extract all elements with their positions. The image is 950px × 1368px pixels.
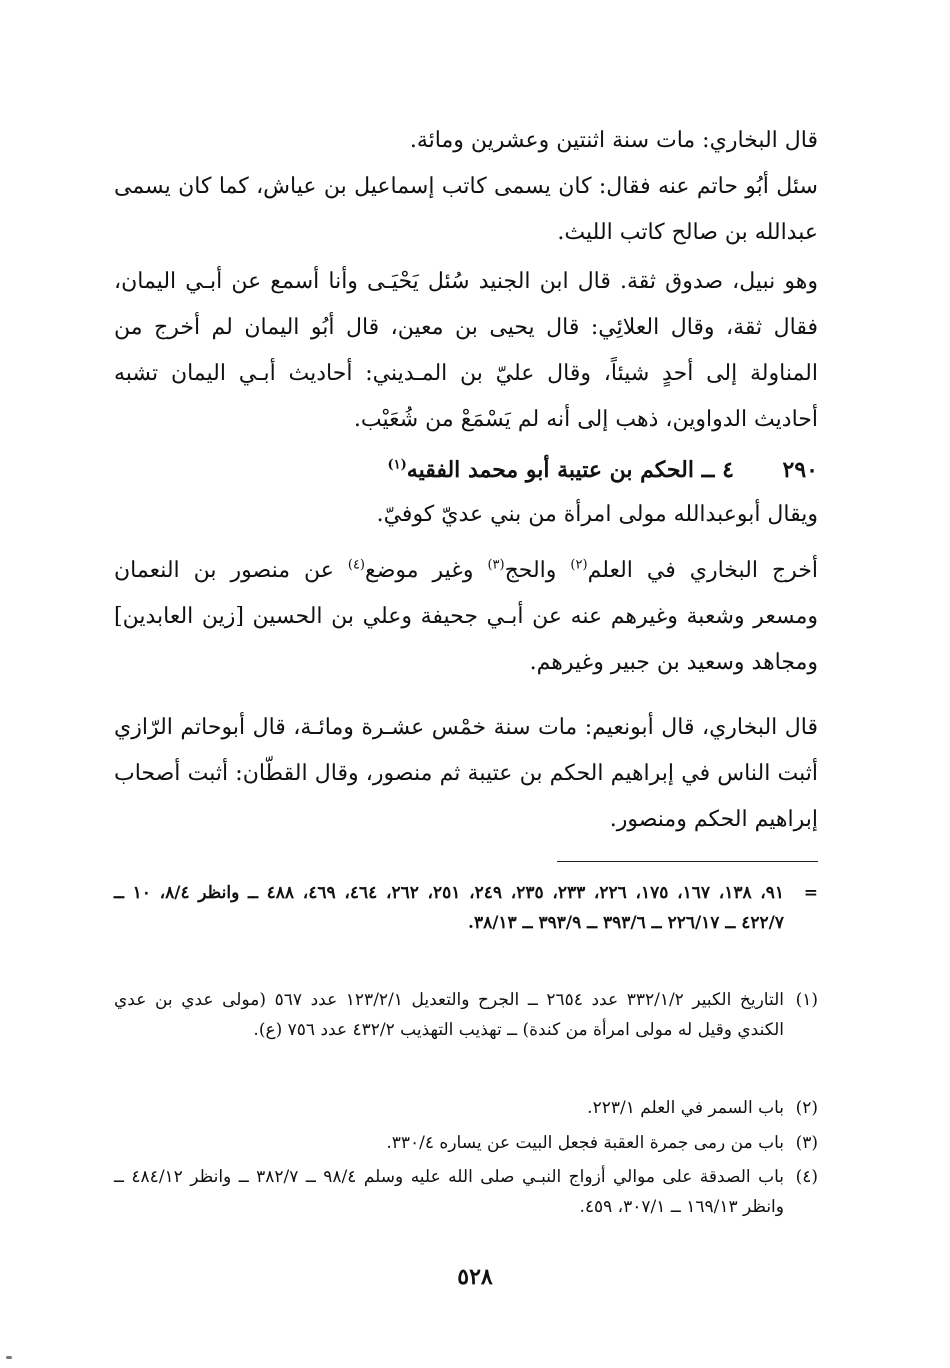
- text-run: وغير موضع: [365, 558, 488, 583]
- text-run: عن منصور بن النعمان ومسعر وشعبة وغيرهم عنه عن أبـي جحيفة وعلي بن الحسين [زين العابدين] ومجاهد وسعيد بن جبير وغيرهم.: [114, 558, 818, 675]
- footnote-item: [114, 1128, 818, 1158]
- paragraph-text: قال البخاري، قال أبونعيم: مات سنة خمْس عشـرة ومائـة، قال أبوحاتم الرّازي أثبت الناس في إبراهيم الحكم بن عتيبة ثم منصور، وقال القطّان: أثبت أصحاب إبراهيم الحكم ومنصور.: [114, 715, 818, 832]
- paragraph-text: ويقال أبوعبدالله مولى امرأة من بني عديّ كوفيّ.: [376, 502, 818, 527]
- paragraph-text: وهو نبيل، صدوق ثقة. قال ابن الجنيد سُئل يَحْيَـى وأنا أسمع عن أبـي اليمان، فقال ثقة، وقال العلائِي: قال يحيى بن معين، قال أبُو اليمان لم أخرج من المناولة إلى أحدٍ شيئاً، وقال عليّ بن المـديني: أحاديث أبـي اليمان تشبه أحاديث الدواوين، ذهب إلى أنه لم يَسْمَعْ من شُعَيْب.: [114, 269, 818, 432]
- footnote-ref: (٤): [347, 557, 365, 573]
- paragraph-narrations: [114, 548, 818, 686]
- footnote-4: [114, 1162, 818, 1222]
- footnote-ref: (٣): [487, 557, 505, 573]
- paragraph-grading: [114, 259, 818, 443]
- footnote-marker: =: [803, 883, 818, 903]
- footnote-text: باب الصدقة على موالي أزواج النبـي صلى الله عليه وسلم ٩٨/٤ ــ ٣٨٢/٧ ــ وانظر ٤٨٤/١٢ ــ وانظر ١٦٩/١٣ ــ ٣٠٧/١، ٤٥٩.: [114, 1167, 784, 1217]
- footnote-text: باب السمر في العلم ٢٢٣/١.: [587, 1098, 784, 1118]
- text-run: أخرج البخاري في العلم: [587, 558, 818, 583]
- footnote-text: باب من رمى جمرة العقبة فجعل البيت عن يساره ٣٣٠/٤.: [386, 1133, 784, 1153]
- paragraph-death-and-praise: [114, 705, 818, 843]
- footnote-continuation: [114, 878, 818, 938]
- footnote-divider: [557, 861, 818, 862]
- footnote-marker: (٣): [795, 1133, 818, 1153]
- paragraph-text: سئل أبُو حاتم عنه فقال: كان يسمى كاتب إسماعيل بن عياش، كما كان يسمى عبدالله بن صالح كاتب الليث.: [114, 174, 818, 245]
- footnote-3: [114, 1128, 818, 1158]
- entry-heading: [114, 447, 818, 493]
- paragraph-abu-hatim: [114, 164, 818, 256]
- entry-number: ٢٩٠: [782, 457, 818, 483]
- entry-title-text: ٤ ــ الحكم بن عتيبة أبو محمد الفقيه: [406, 457, 734, 483]
- paragraph-text: [114, 548, 818, 686]
- footnote-marker: (٢): [795, 1098, 818, 1118]
- footnote-ref: (٢): [570, 557, 588, 573]
- paragraph-text: قال البخاري: مات سنة اثنتين وعشرين ومائة.: [409, 128, 818, 153]
- footnote-item: [114, 985, 818, 1045]
- page-number: ٥٢٨: [457, 1264, 493, 1290]
- paragraph-death-year: [114, 118, 818, 164]
- text-run: والحج: [504, 558, 571, 583]
- footnote-item: [114, 1162, 818, 1222]
- entry-title: [387, 447, 734, 493]
- footnote-marker: (١): [795, 990, 818, 1010]
- scan-speck: [6, 1356, 12, 1359]
- footnote-2: [114, 1093, 818, 1123]
- footnote-1: [114, 985, 818, 1045]
- paragraph-kunya: [114, 492, 818, 538]
- footnote-text: ٩١، ١٣٨، ١٦٧، ١٧٥، ٢٢٦، ٢٣٣، ٢٣٥، ٢٤٩، ٢٥١، ٢٦٢، ٤٦٤، ٤٦٩، ٤٨٨ ــ وانظر ٨/٤، ١٠ ــ ٤٢٢/٧ ــ ٢٢٦/١٧ ــ ٣٩٣/٦ ــ ٣٩٣/٩ ــ ٣٨/١٣.: [114, 883, 785, 933]
- footnote-item: [114, 878, 818, 938]
- footnote-item: [114, 1093, 818, 1123]
- footnote-ref: (١): [387, 457, 407, 473]
- footnote-marker: (٤): [795, 1167, 818, 1187]
- footnote-text: التاريخ الكبير ٣٣٢/١/٢ عدد ٢٦٥٤ ــ الجرح والتعديل ١٢٣/٢/١ عدد ٥٦٧ (مولى عدي بن عدي الكندي وقيل له مولى امرأة من كندة) ــ تهذيب التهذيب ٤٣٢/٢ عدد ٧٥٦ (ع).: [114, 990, 785, 1040]
